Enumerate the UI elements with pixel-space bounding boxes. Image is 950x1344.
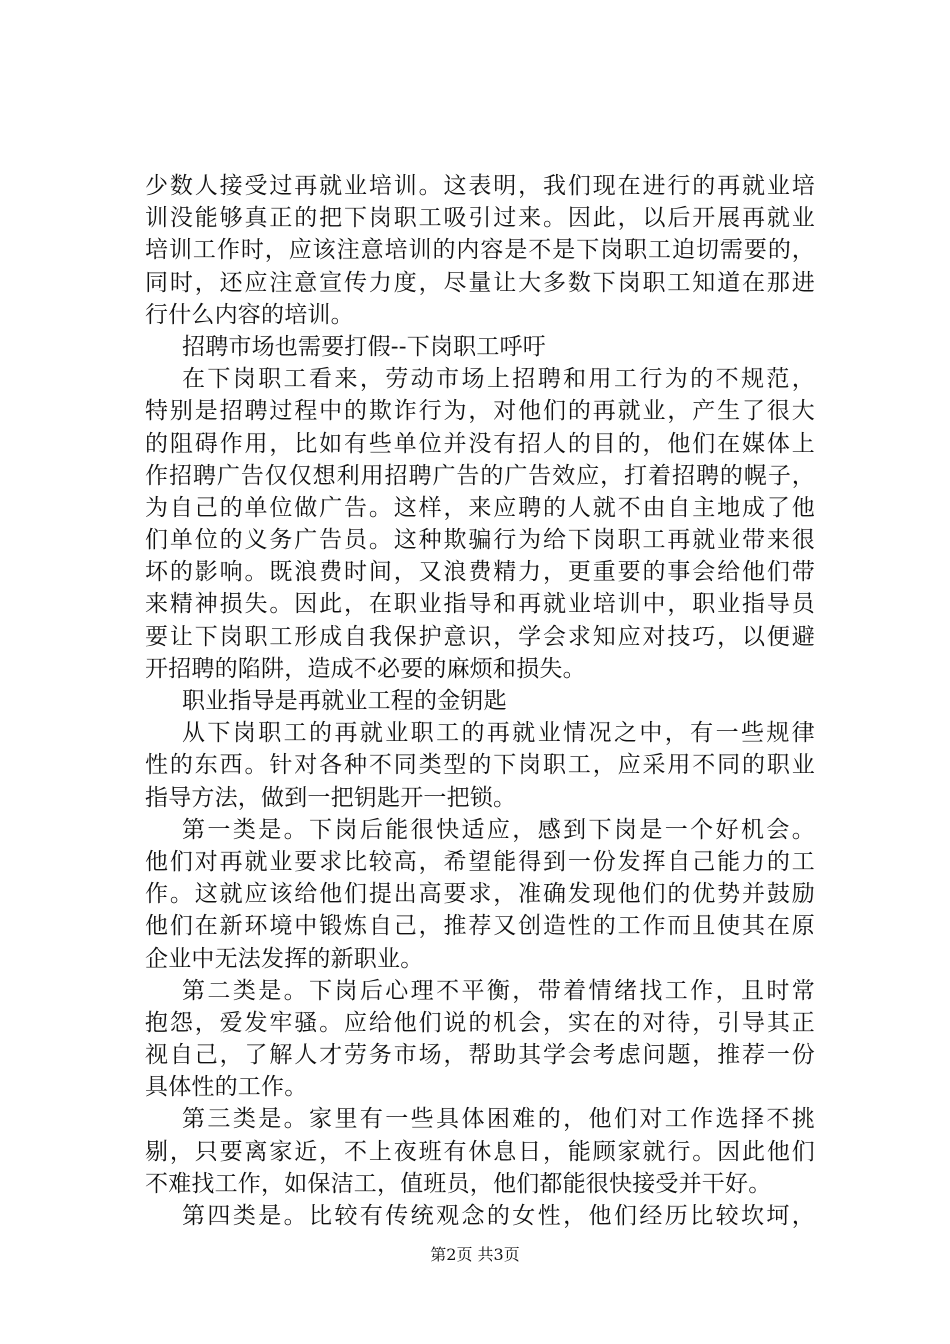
text-line: 为自己的单位做广告。这样，来应聘的人就不由自主地成了他 [145, 494, 815, 521]
text-line: 作招聘广告仅仅想利用招聘广告的广告效应，打着招聘的幌子， [145, 462, 815, 489]
text-line: 抱怨，爱发牢骚。应给他们说的机会，实在的对待，引导其正 [145, 1009, 815, 1036]
text-line: 作。这就应该给他们提出高要求，准确发现他们的优势并鼓励 [145, 881, 815, 908]
text-line: 要让下岗职工形成自我保护意识，学会求知应对技巧，以便避 [145, 623, 815, 650]
text-line: 同时，还应注意宣传力度，尽量让大多数下岗职工知道在那进 [145, 269, 815, 296]
text-line: 他们对再就业要求比较高，希望能得到一份发挥自己能力的工 [145, 848, 815, 875]
text-line: 的阻碍作用，比如有些单位并没有招人的目的，他们在媒体上 [145, 430, 815, 457]
page-footer: 第2页 共3页 [430, 1245, 520, 1264]
text-line: 行什么内容的培训。 [145, 301, 354, 328]
text-line: 指导方法，做到一把钥匙开一把锁。 [145, 784, 517, 811]
text-line: 少数人接受过再就业培训。这表明，我们现在进行的再就业培 [145, 173, 815, 199]
text-line: 特别是招聘过程中的欺诈行为，对他们的再就业，产生了很大 [145, 398, 815, 425]
text-line: 第一类是。下岗后能很快适应，感到下岗是一个好机会。 [182, 816, 815, 843]
section-heading: 职业指导是再就业工程的金钥匙 [182, 688, 507, 714]
text-line: 从下岗职工的再就业职工的再就业情况之中，有一些规律 [182, 720, 815, 747]
text-line: 具体性的工作。 [145, 1074, 308, 1101]
text-line: 来精神损失。因此，在职业指导和再就业培训中，职业指导员 [145, 591, 815, 618]
text-line: 视自己，了解人才劳务市场，帮助其学会考虑问题，推荐一份 [145, 1042, 815, 1069]
text-line: 们单位的义务广告员。这种欺骗行为给下岗职工再就业带来很 [145, 527, 815, 554]
text-line: 培训工作时，应该注意培训的内容是不是下岗职工迫切需要的， [145, 237, 815, 264]
text-line: 企业中无法发挥的新职业。 [145, 945, 424, 972]
text-line: 剔，只要离家近，不上夜班有休息日，能顾家就行。因此他们 [145, 1138, 815, 1165]
text-line: 性的东西。针对各种不同类型的下岗职工，应采用不同的职业 [145, 752, 815, 779]
text-line: 第三类是。家里有一些具体困难的，他们对工作选择不挑 [182, 1106, 815, 1133]
document-body [145, 170, 815, 1232]
text-line: 在下岗职工看来，劳动市场上招聘和用工行为的不规范， [182, 366, 815, 393]
text-line: 第四类是。比较有传统观念的女性，他们经历比较坎坷， [182, 1203, 815, 1229]
text-line: 不难找工作，如保洁工，值班员，他们都能很快接受并干好。 [145, 1170, 772, 1197]
text-line: 第二类是。下岗后心理不平衡，带着情绪找工作，且时常 [182, 977, 815, 1004]
section-heading: 招聘市场也需要打假--下岗职工呼吁 [182, 333, 546, 360]
text-line: 开招聘的陷阱，造成不必要的麻烦和损失。 [145, 655, 586, 682]
text-line: 训没能够真正的把下岗职工吸引过来。因此，以后开展再就业 [145, 205, 815, 232]
text-line: 他们在新环境中锻炼自己，推荐又创造性的工作而且使其在原 [145, 913, 815, 940]
text-line: 坏的影响。既浪费时间，又浪费精力，更重要的事会给他们带 [145, 559, 815, 586]
